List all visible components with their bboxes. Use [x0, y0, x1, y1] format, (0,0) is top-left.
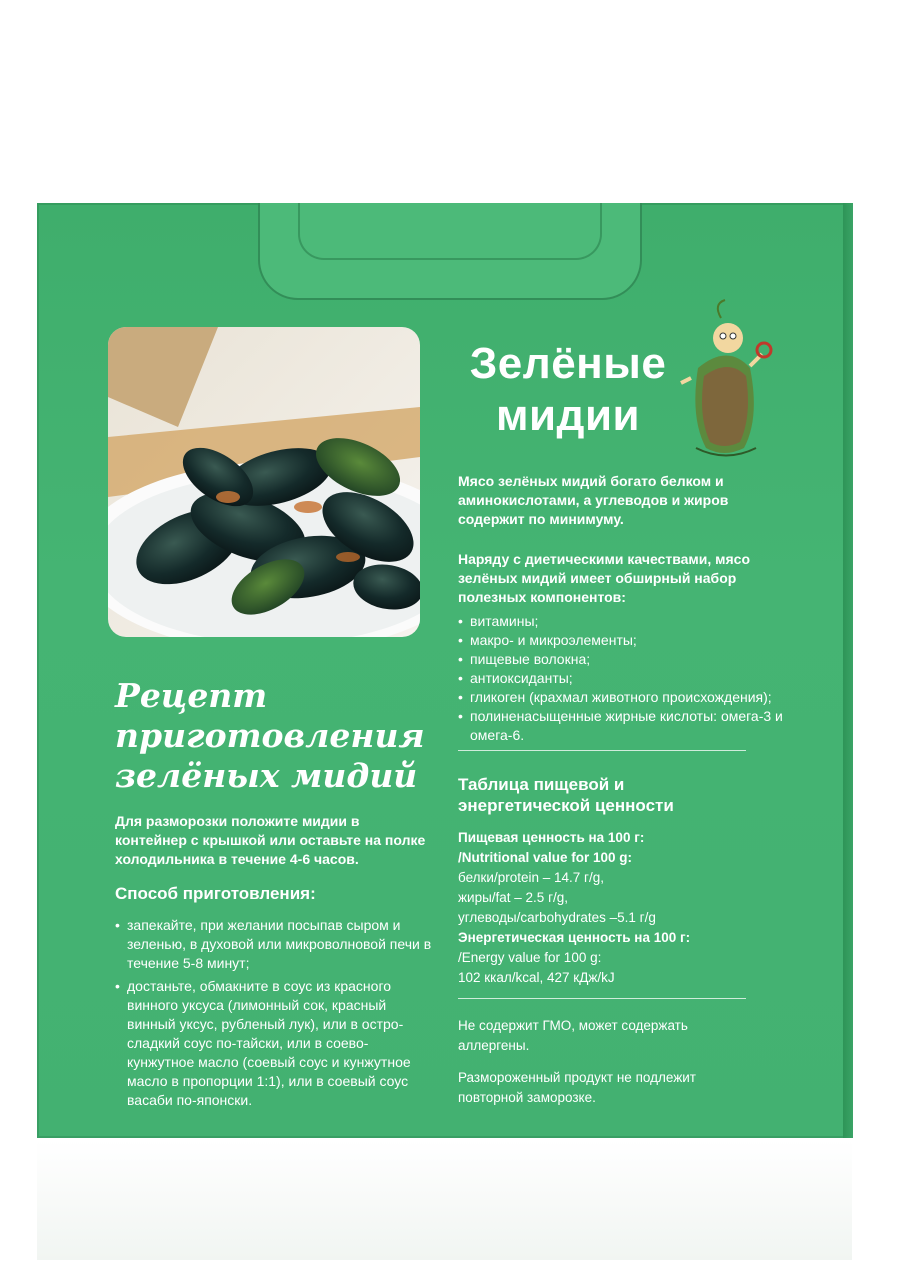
list-item: • пищевые волокна; [458, 650, 818, 669]
recipe-title-line2: приготовления [115, 716, 425, 755]
defrost-instructions: Для разморозки положите мидии в контейнер с крышкой или оставьте на полке холодильника в течение 4-6 часов. [115, 813, 426, 867]
divider [458, 750, 746, 751]
gmo-note: Не содержит ГМО, может содержать аллергены. [458, 1018, 688, 1053]
energy-header-en: /Energy value for 100 g: [458, 950, 602, 965]
list-item: • гликоген (крахмал животного происхождения); [458, 688, 818, 707]
fat-value: жиры/fat – 2.5 г/g, [458, 890, 569, 905]
protein-value: белки/protein – 14.7 г/g, [458, 870, 604, 885]
product-title-line2: мидии [495, 391, 641, 440]
recipe-title [115, 676, 435, 796]
list-item: • макро- и микроэлементы; [458, 631, 818, 650]
mussel-mascot-illustration [676, 298, 776, 468]
refreeze-note: Размороженный продукт не подлежит повторной заморозке. [458, 1070, 696, 1105]
list-item: • достаньте, обмакните в соус из красного винного уксуса (лимонный сок, красный винный уксус, рубленый лук), или в остро-сладкий соус по-тайски, или в соево-кунжутное масло (соевый соус и кунжутное масло в пропорции 1:1), или в соевый соус васаби по-японски. [115, 977, 435, 1110]
method-steps [115, 916, 435, 1114]
nutrition-header-en: /Nutritional value for 100 g: [458, 850, 633, 865]
surface-reflection [37, 1140, 852, 1260]
energy-header-ru: Энергетическая ценность на 100 г: [458, 930, 691, 945]
nutrition-table-title: Таблица пищевой и энергетической ценности [458, 775, 674, 815]
mussels-photo [108, 327, 420, 637]
notes [458, 1016, 758, 1120]
carry-handle-fold [298, 203, 602, 260]
carbs-value: углеводы/carbohydrates –5.1 г/g [458, 910, 656, 925]
intro-paragraph-2: Наряду с диетическими качествами, мясо зелёных мидий имеет обширный набор полезных компонентов: [458, 551, 751, 605]
reflection-gradient [37, 1140, 852, 1260]
divider [458, 998, 746, 999]
method-title: Способ приготовления: [115, 884, 316, 903]
recipe-title-line1: Рецепт [115, 676, 268, 715]
recipe-title-line3: зелёных мидий [115, 756, 418, 795]
product-title [448, 338, 688, 442]
nutrition-header-ru: Пищевая ценность на 100 г: [458, 830, 645, 845]
nutrition-facts [458, 828, 778, 988]
list-item: • полиненасыщенные жирные кислоты: омега-3 и омега-6. [458, 707, 818, 745]
list-item: • витамины; [458, 612, 818, 631]
package-side-edge [843, 203, 853, 1138]
benefits-list [458, 612, 818, 745]
intro-paragraph-1: Мясо зелёных мидий богато белком и аминокислотами, а углеводов и жиров содержит по минимуму. [458, 473, 729, 527]
energy-value: 102 ккал/kcal, 427 кДж/kJ [458, 970, 615, 985]
product-title-line1: Зелёные [469, 339, 667, 388]
list-item: • антиоксиданты; [458, 669, 818, 688]
list-item: • запекайте, при желании посыпав сыром и зеленью, в духовой или микроволновой печи в течение 5-8 минут; [115, 916, 435, 973]
